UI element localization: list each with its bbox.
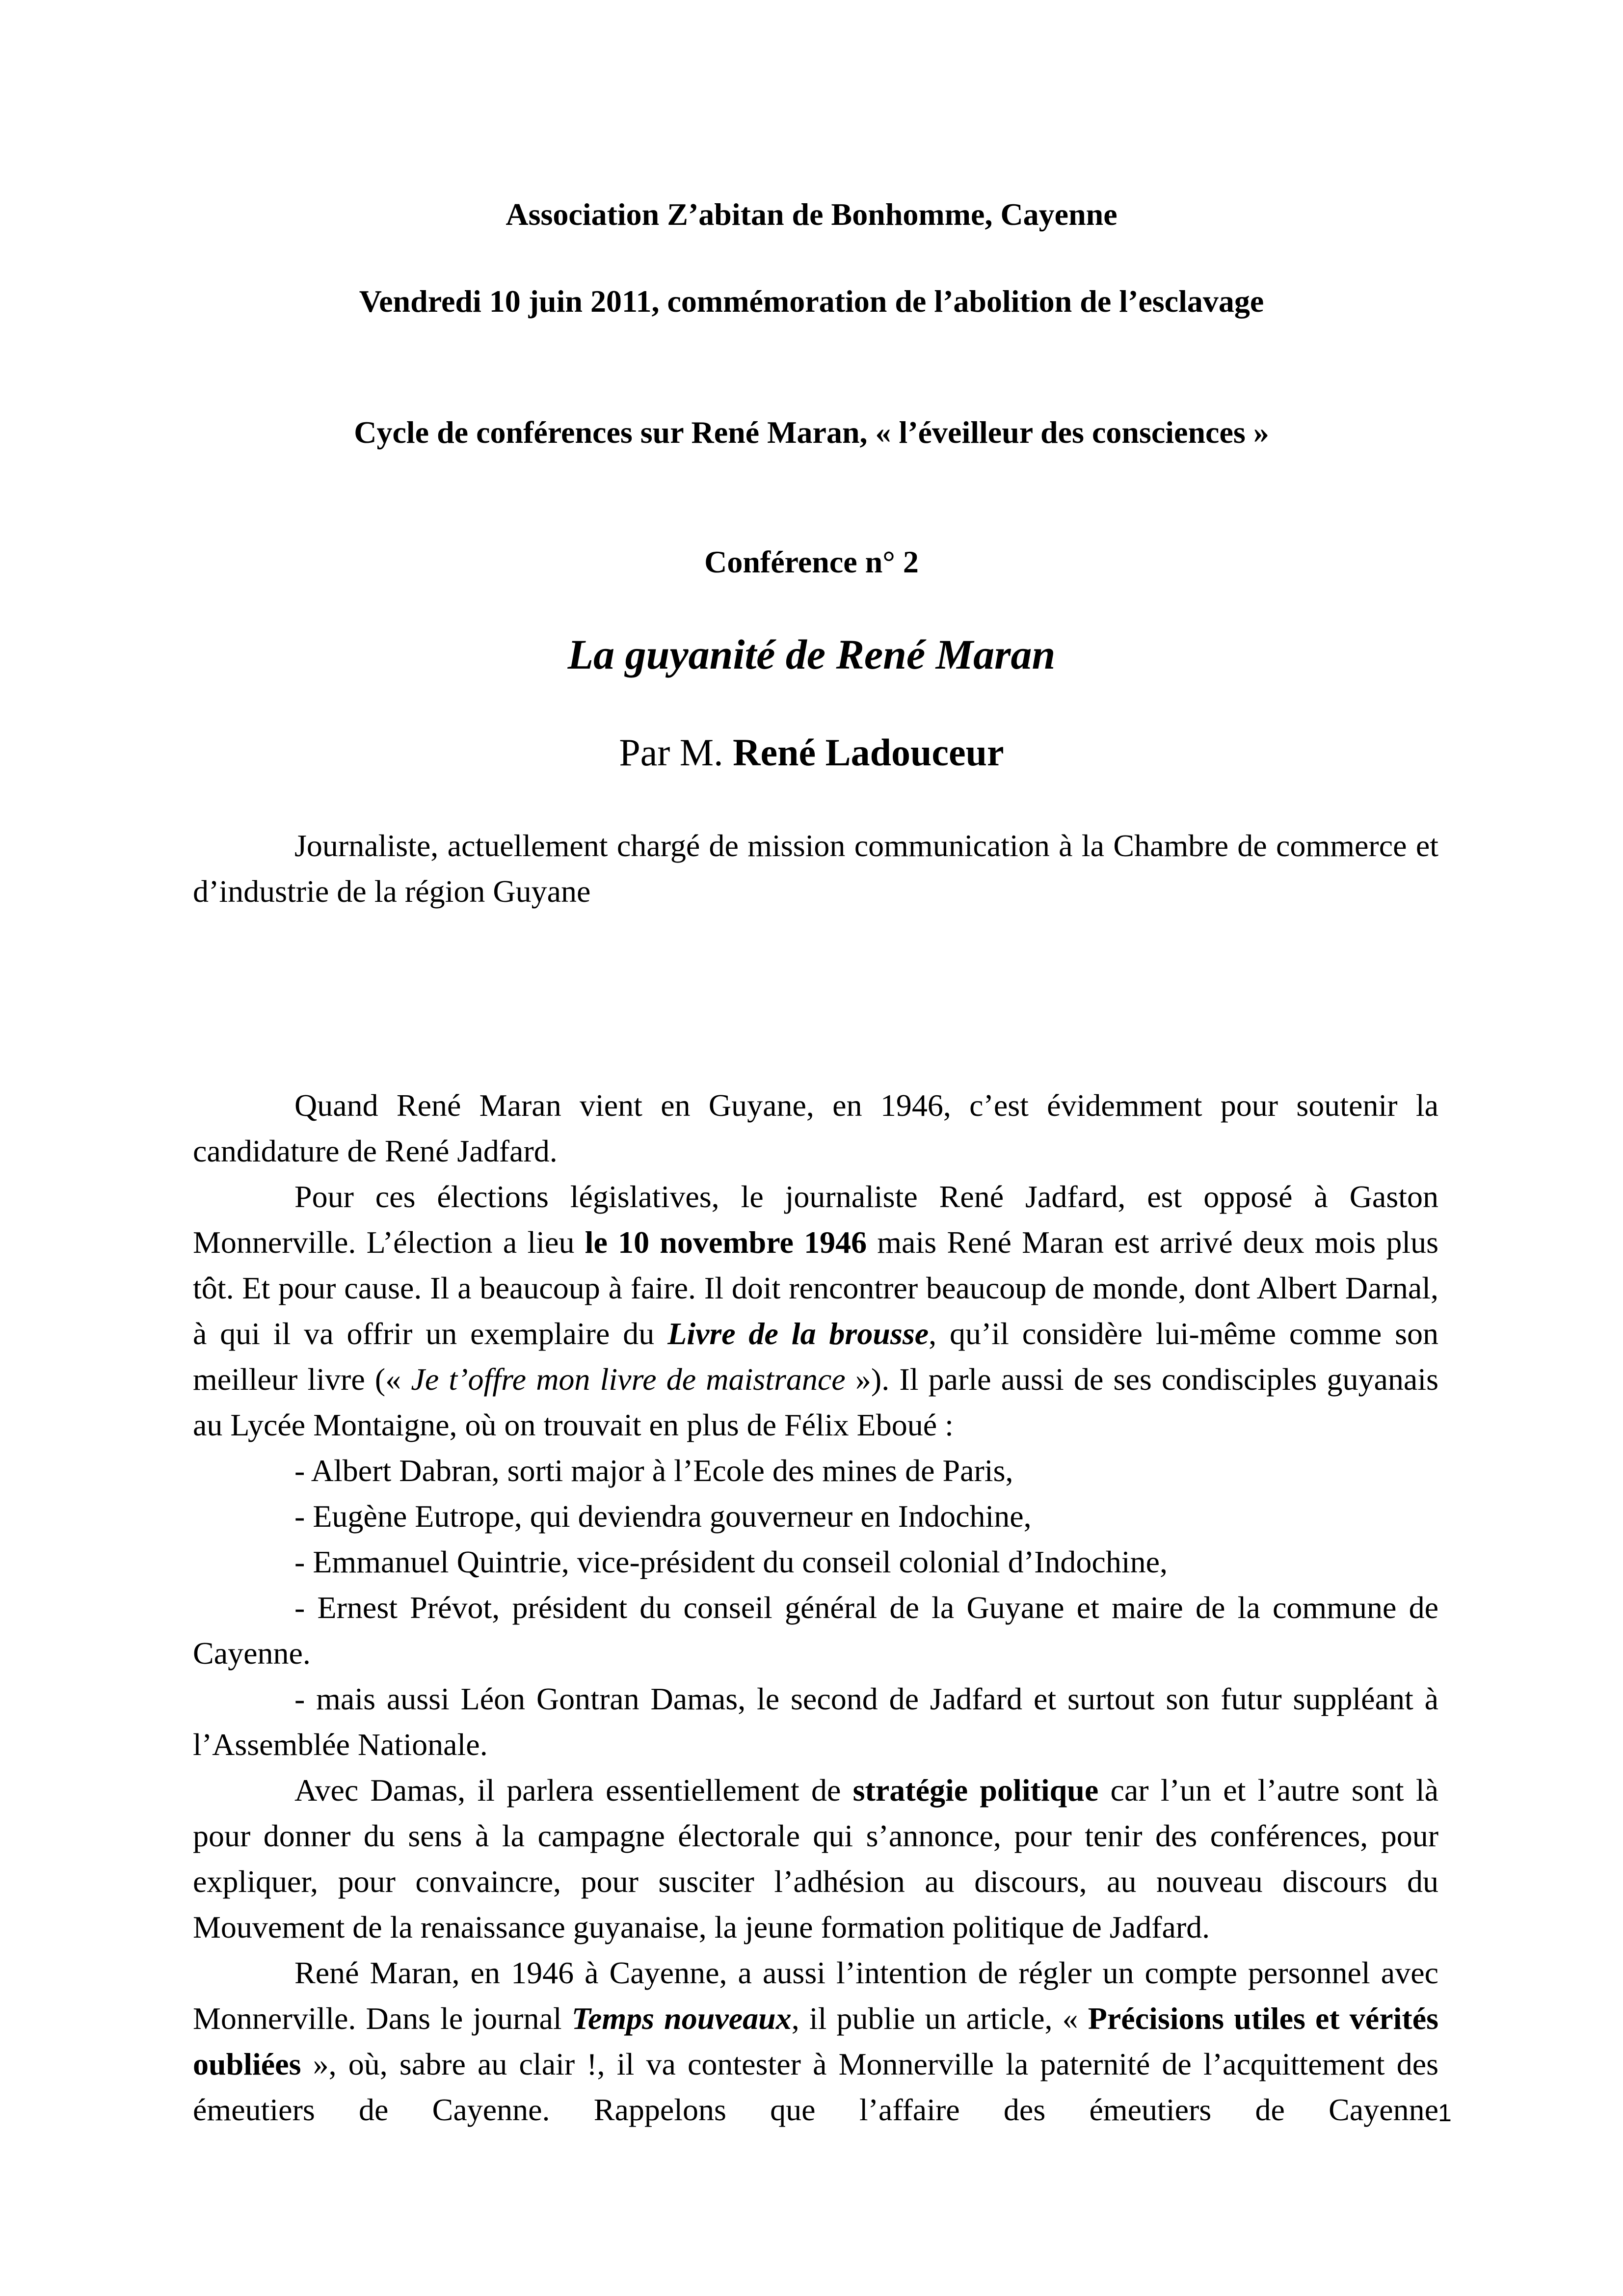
body-paragraph bbox=[193, 1174, 1438, 1448]
emphasized-text: Je t’offre mon livre de maistrance bbox=[411, 1362, 846, 1397]
emphasized-text: stratégie politique bbox=[852, 1773, 1099, 1808]
conference-number: Conférence n° 2 bbox=[704, 544, 919, 579]
author-name: René Ladouceur bbox=[733, 731, 1004, 774]
text-run: - mais aussi Léon Gontran Damas, le second de Jadfard et surtout son futur suppléant à l’Assemblée Nationale. bbox=[193, 1681, 1438, 1762]
page-number: 1 bbox=[1438, 2099, 1452, 2127]
emphasized-text: Livre de la brousse bbox=[667, 1316, 929, 1351]
emphasized-text: Temps nouveaux bbox=[571, 2001, 792, 2036]
emphasized-text: Précisions utiles et vérités oubliées bbox=[193, 2001, 1438, 2081]
text-run: René Maran, en 1946 à Cayenne, a aussi l’intention de régler un compte personnel avec Monnerville. Dans le journal bbox=[193, 1955, 1438, 2036]
text-run: Quand René Maran vient en Guyane, en 1946, c’est évidemment pour soutenir la candidature de René Jadfard. bbox=[193, 1088, 1438, 1168]
text-run: - Eugène Eutrope, qui deviendra gouverneur en Indochine, bbox=[294, 1499, 1032, 1534]
body-paragraph bbox=[193, 1448, 1438, 1493]
text-run: »). Il parle aussi de ses condisciples guyanais au Lycée Montaigne, où on trouvait en plus de Félix Eboué : bbox=[193, 1362, 1438, 1442]
text-run: - Ernest Prévot, président du conseil général de la Guyane et maire de la commune de Cayenne. bbox=[193, 1590, 1438, 1671]
text-run: , il publie un article, « bbox=[791, 2001, 1088, 2036]
text-run: Pour ces élections législatives, le journaliste René Jadfard, est opposé à Gaston Monnerville. L’élection a lieu bbox=[193, 1179, 1438, 1260]
text-run: car l’un et l’autre sont là pour donner du sens à la campagne électorale qui s’annonce, pour tenir des conférences, pour expliquer, pour convaincre, pour susciter l’adhésion au discours, au nouveau discours du Mouvement de la renaissance guyanaise, la jeune formation politique de Jadfard. bbox=[193, 1773, 1439, 1945]
author-description bbox=[193, 823, 1438, 914]
body-paragraph bbox=[193, 1493, 1438, 1539]
byline bbox=[0, 730, 1623, 775]
byline-prefix: Par M. bbox=[619, 731, 733, 774]
body-paragraph bbox=[193, 1950, 1438, 2133]
body-paragraph bbox=[193, 1585, 1438, 1676]
text-run: , qu’il considère lui-même comme son meilleur livre (« bbox=[193, 1316, 1439, 1397]
body-paragraph bbox=[193, 1082, 1438, 1174]
cycle-heading: Cycle de conférences sur René Maran, « l’éveilleur des consciences » bbox=[354, 415, 1269, 450]
intro-paragraph: Journaliste, actuellement chargé de mission communication à la Chambre de commerce et d’industrie de la région Guyane bbox=[193, 828, 1438, 909]
text-run: », où, sabre au clair !, il va contester à Monnerville la paternité de l’acquittement des émeutiers de Cayenne. Rappelons que l’affaire des émeutiers de Cayenne bbox=[193, 2047, 1438, 2127]
body-text bbox=[193, 1082, 1438, 2133]
body-paragraph bbox=[193, 1767, 1438, 1950]
text-run: mais René Maran est arrivé deux mois plus tôt. Et pour cause. Il a beaucoup à faire. Il doit rencontrer beaucoup de monde, dont Albert Darnal, à qui il va offrir un exemplaire du bbox=[193, 1225, 1439, 1351]
text-run: - Emmanuel Quintrie, vice-président du conseil colonial d’Indochine, bbox=[294, 1544, 1168, 1579]
emphasized-text: le 10 novembre 1946 bbox=[585, 1225, 867, 1260]
text-run: Avec Damas, il parlera essentiellement de bbox=[294, 1773, 853, 1808]
text-run: - Albert Dabran, sorti major à l’Ecole des mines de Paris, bbox=[294, 1453, 1013, 1488]
body-paragraph bbox=[193, 1676, 1438, 1767]
document-title: La guyanité de René Maran bbox=[567, 631, 1056, 678]
body-paragraph bbox=[193, 1539, 1438, 1585]
association-heading: Association Z’abitan de Bonhomme, Cayenne bbox=[506, 197, 1117, 232]
date-heading: Vendredi 10 juin 2011, commémoration de l’abolition de l’esclavage bbox=[359, 284, 1264, 319]
